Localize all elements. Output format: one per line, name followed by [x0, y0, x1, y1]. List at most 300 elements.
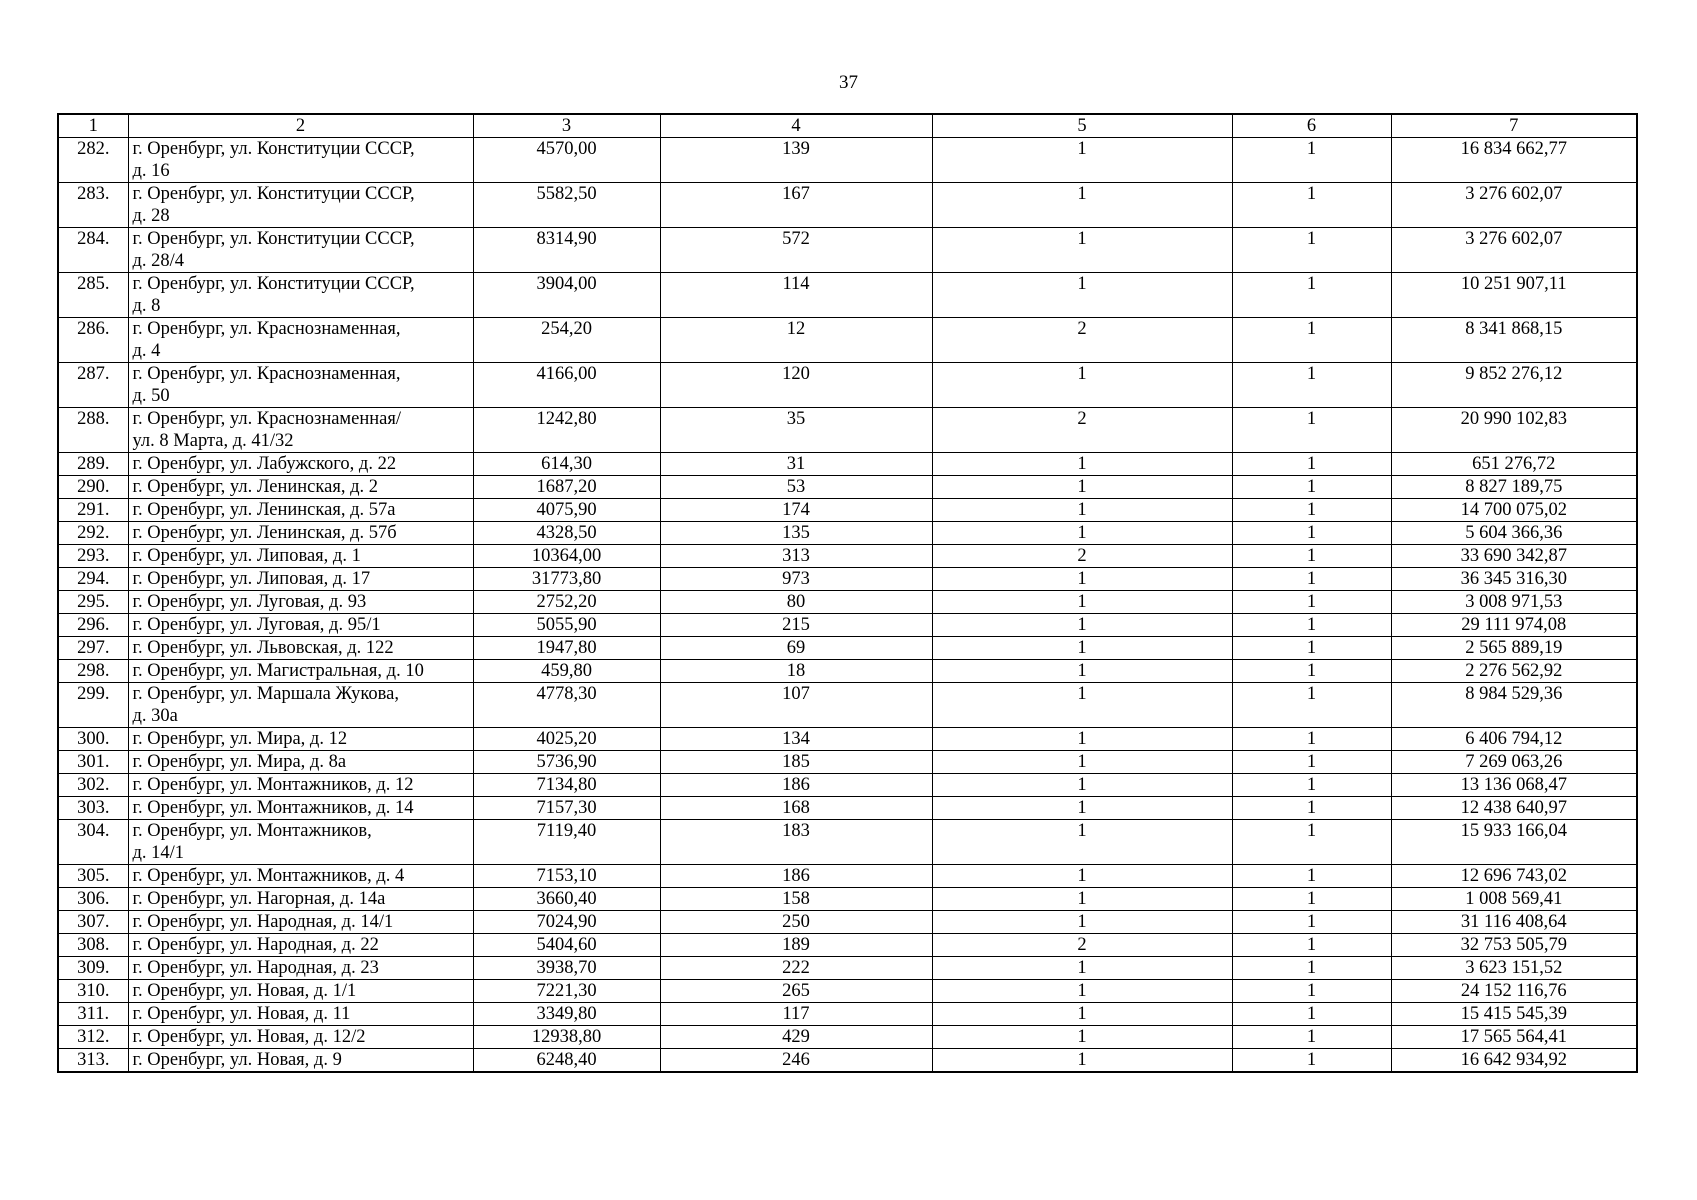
- cell-col-6: 1: [1232, 228, 1391, 273]
- address-line: г. Оренбург, ул. Конституции СССР,: [132, 139, 415, 159]
- address-cell: [128, 138, 473, 183]
- cell-col-3: 5055,90: [473, 614, 660, 637]
- cell-col-3: 4166,00: [473, 363, 660, 408]
- address-cell: [128, 1049, 473, 1073]
- column-header-3: 3: [473, 114, 660, 138]
- address-line: г. Оренбург, ул. Народная, д. 14/1: [132, 912, 394, 932]
- address-line: г. Оренбург, ул. Новая, д. 9: [132, 1050, 342, 1070]
- cell-col-5: 1: [932, 522, 1232, 545]
- address-line: ул. 8 Марта, д. 41/32: [132, 431, 294, 451]
- cell-col-6: 1: [1232, 138, 1391, 183]
- address-line: г. Оренбург, ул. Ленинская, д. 57б: [132, 523, 397, 543]
- cell-col-7: 33 690 342,87: [1391, 545, 1637, 568]
- cell-col-3: 3904,00: [473, 273, 660, 318]
- cell-col-4: 114: [660, 273, 932, 318]
- cell-col-4: 135: [660, 522, 932, 545]
- cell-col-7: 3 623 151,52: [1391, 957, 1637, 980]
- cell-col-6: 1: [1232, 183, 1391, 228]
- row-number: 283.: [58, 183, 128, 228]
- address-line: г. Оренбург, ул. Монтажников,: [132, 821, 372, 841]
- row-number: 312.: [58, 1026, 128, 1049]
- address-line: г. Оренбург, ул. Новая, д. 1/1: [132, 981, 357, 1001]
- cell-col-3: 4778,30: [473, 683, 660, 728]
- cell-col-3: 7221,30: [473, 980, 660, 1003]
- table-row: [58, 1049, 1637, 1073]
- column-header-1: 1: [58, 114, 128, 138]
- cell-col-5: 1: [932, 273, 1232, 318]
- cell-col-7: 3 276 602,07: [1391, 228, 1637, 273]
- address-cell: [128, 865, 473, 888]
- cell-col-3: 5404,60: [473, 934, 660, 957]
- cell-col-5: 1: [932, 660, 1232, 683]
- cell-col-7: 3 276 602,07: [1391, 183, 1637, 228]
- cell-col-7: 36 345 316,30: [1391, 568, 1637, 591]
- address-line: г. Оренбург, ул. Луговая, д. 93: [132, 592, 367, 612]
- table-row: [58, 797, 1637, 820]
- address-cell: [128, 499, 473, 522]
- cell-col-4: 31: [660, 453, 932, 476]
- address-cell: [128, 318, 473, 363]
- cell-col-4: 18: [660, 660, 932, 683]
- row-number: 290.: [58, 476, 128, 499]
- cell-col-3: 5582,50: [473, 183, 660, 228]
- address-cell: [128, 591, 473, 614]
- cell-col-7: 17 565 564,41: [1391, 1026, 1637, 1049]
- cell-col-4: 80: [660, 591, 932, 614]
- cell-col-4: 174: [660, 499, 932, 522]
- cell-col-7: 3 008 971,53: [1391, 591, 1637, 614]
- cell-col-4: 222: [660, 957, 932, 980]
- table-row: [58, 774, 1637, 797]
- cell-col-6: 1: [1232, 476, 1391, 499]
- cell-col-7: 7 269 063,26: [1391, 751, 1637, 774]
- cell-col-4: 69: [660, 637, 932, 660]
- cell-col-6: 1: [1232, 797, 1391, 820]
- table-row: [58, 545, 1637, 568]
- cell-col-3: 4075,90: [473, 499, 660, 522]
- cell-col-3: 7024,90: [473, 911, 660, 934]
- row-number: 296.: [58, 614, 128, 637]
- cell-col-3: 1947,80: [473, 637, 660, 660]
- cell-col-5: 1: [932, 363, 1232, 408]
- cell-col-6: 1: [1232, 774, 1391, 797]
- address-cell: [128, 820, 473, 865]
- row-number: 310.: [58, 980, 128, 1003]
- table-row: [58, 614, 1637, 637]
- address-cell: [128, 797, 473, 820]
- column-header-2: 2: [128, 114, 473, 138]
- cell-col-7: 12 438 640,97: [1391, 797, 1637, 820]
- cell-col-5: 1: [932, 1049, 1232, 1073]
- cell-col-3: 7157,30: [473, 797, 660, 820]
- cell-col-3: 5736,90: [473, 751, 660, 774]
- cell-col-6: 1: [1232, 499, 1391, 522]
- cell-col-7: 12 696 743,02: [1391, 865, 1637, 888]
- cell-col-6: 1: [1232, 318, 1391, 363]
- address-line: г. Оренбург, ул. Липовая, д. 17: [132, 569, 371, 589]
- row-number: 288.: [58, 408, 128, 453]
- cell-col-4: 158: [660, 888, 932, 911]
- table-row: [58, 318, 1637, 363]
- table-row: [58, 660, 1637, 683]
- table-row: [58, 363, 1637, 408]
- cell-col-7: 16 642 934,92: [1391, 1049, 1637, 1073]
- address-cell: [128, 957, 473, 980]
- cell-col-5: 1: [932, 774, 1232, 797]
- cell-col-7: 2 276 562,92: [1391, 660, 1637, 683]
- cell-col-7: 8 984 529,36: [1391, 683, 1637, 728]
- cell-col-6: 1: [1232, 980, 1391, 1003]
- cell-col-4: 134: [660, 728, 932, 751]
- address-line: д. 28: [132, 206, 170, 226]
- cell-col-7: 32 753 505,79: [1391, 934, 1637, 957]
- row-number: 313.: [58, 1049, 128, 1073]
- row-number: 286.: [58, 318, 128, 363]
- address-line: г. Оренбург, ул. Липовая, д. 1: [132, 546, 361, 566]
- address-line: г. Оренбург, ул. Магистральная, д. 10: [132, 661, 424, 681]
- row-number: 292.: [58, 522, 128, 545]
- row-number: 285.: [58, 273, 128, 318]
- address-cell: [128, 728, 473, 751]
- row-number: 298.: [58, 660, 128, 683]
- address-line: г. Оренбург, ул. Новая, д. 12/2: [132, 1027, 366, 1047]
- address-line: г. Оренбург, ул. Ленинская, д. 2: [132, 477, 378, 497]
- address-line: д. 4: [132, 341, 161, 361]
- cell-col-7: 13 136 068,47: [1391, 774, 1637, 797]
- address-line: г. Оренбург, ул. Народная, д. 22: [132, 935, 379, 955]
- address-cell: [128, 934, 473, 957]
- cell-col-6: 1: [1232, 660, 1391, 683]
- table-row: [58, 980, 1637, 1003]
- cell-col-5: 1: [932, 476, 1232, 499]
- cell-col-6: 1: [1232, 568, 1391, 591]
- cell-col-6: 1: [1232, 408, 1391, 453]
- table-row: [58, 820, 1637, 865]
- cell-col-5: 2: [932, 934, 1232, 957]
- cell-col-7: 15 933 166,04: [1391, 820, 1637, 865]
- table-row: [58, 453, 1637, 476]
- cell-col-3: 4570,00: [473, 138, 660, 183]
- row-number: 304.: [58, 820, 128, 865]
- cell-col-4: 120: [660, 363, 932, 408]
- row-number: 282.: [58, 138, 128, 183]
- table-body: [58, 138, 1637, 1073]
- address-line: г. Оренбург, ул. Монтажников, д. 14: [132, 798, 414, 818]
- row-number: 287.: [58, 363, 128, 408]
- cell-col-3: 3938,70: [473, 957, 660, 980]
- table-row: [58, 1003, 1637, 1026]
- cell-col-3: 7153,10: [473, 865, 660, 888]
- cell-col-4: 973: [660, 568, 932, 591]
- registry-table: [57, 113, 1638, 1073]
- cell-col-3: 12938,80: [473, 1026, 660, 1049]
- column-header-6: 6: [1232, 114, 1391, 138]
- cell-col-5: 2: [932, 408, 1232, 453]
- address-cell: [128, 683, 473, 728]
- cell-col-3: 1687,20: [473, 476, 660, 499]
- address-line: г. Оренбург, ул. Народная, д. 23: [132, 958, 379, 978]
- cell-col-7: 9 852 276,12: [1391, 363, 1637, 408]
- address-line: г. Оренбург, ул. Краснознаменная,: [132, 319, 401, 339]
- cell-col-4: 183: [660, 820, 932, 865]
- address-cell: [128, 183, 473, 228]
- address-cell: [128, 273, 473, 318]
- cell-col-6: 1: [1232, 1003, 1391, 1026]
- cell-col-6: 1: [1232, 888, 1391, 911]
- cell-col-5: 1: [932, 138, 1232, 183]
- address-cell: [128, 980, 473, 1003]
- table-row: [58, 591, 1637, 614]
- cell-col-5: 1: [932, 228, 1232, 273]
- address-line: г. Оренбург, ул. Монтажников, д. 4: [132, 866, 405, 886]
- cell-col-6: 1: [1232, 591, 1391, 614]
- row-number: 305.: [58, 865, 128, 888]
- cell-col-4: 139: [660, 138, 932, 183]
- cell-col-5: 1: [932, 683, 1232, 728]
- row-number: 308.: [58, 934, 128, 957]
- table-row: [58, 637, 1637, 660]
- cell-col-4: 168: [660, 797, 932, 820]
- address-line: г. Оренбург, ул. Краснознаменная,: [132, 364, 401, 384]
- cell-col-6: 1: [1232, 934, 1391, 957]
- cell-col-7: 651 276,72: [1391, 453, 1637, 476]
- cell-col-4: 35: [660, 408, 932, 453]
- table-row: [58, 522, 1637, 545]
- column-header-4: 4: [660, 114, 932, 138]
- table-row: [58, 568, 1637, 591]
- address-cell: [128, 911, 473, 934]
- cell-col-6: 1: [1232, 363, 1391, 408]
- cell-col-4: 53: [660, 476, 932, 499]
- table-row: [58, 183, 1637, 228]
- row-number: 294.: [58, 568, 128, 591]
- address-cell: [128, 751, 473, 774]
- address-line: д. 50: [132, 386, 170, 406]
- cell-col-4: 572: [660, 228, 932, 273]
- cell-col-3: 254,20: [473, 318, 660, 363]
- address-cell: [128, 453, 473, 476]
- table-row: [58, 751, 1637, 774]
- cell-col-5: 1: [932, 980, 1232, 1003]
- cell-col-3: 1242,80: [473, 408, 660, 453]
- address-line: г. Оренбург, ул. Нагорная, д. 14а: [132, 889, 386, 909]
- row-number: 297.: [58, 637, 128, 660]
- address-cell: [128, 476, 473, 499]
- cell-col-3: 7134,80: [473, 774, 660, 797]
- cell-col-4: 250: [660, 911, 932, 934]
- cell-col-7: 10 251 907,11: [1391, 273, 1637, 318]
- cell-col-3: 3349,80: [473, 1003, 660, 1026]
- address-line: г. Оренбург, ул. Конституции СССР,: [132, 229, 415, 249]
- cell-col-4: 167: [660, 183, 932, 228]
- address-line: г. Оренбург, ул. Луговая, д. 95/1: [132, 615, 381, 635]
- cell-col-6: 1: [1232, 865, 1391, 888]
- cell-col-5: 1: [932, 911, 1232, 934]
- cell-col-5: 1: [932, 957, 1232, 980]
- table-row: [58, 888, 1637, 911]
- address-line: г. Оренбург, ул. Львовская, д. 122: [132, 638, 394, 658]
- column-header-5: 5: [932, 114, 1232, 138]
- cell-col-7: 6 406 794,12: [1391, 728, 1637, 751]
- address-line: г. Оренбург, ул. Маршала Жукова,: [132, 684, 399, 704]
- address-cell: [128, 774, 473, 797]
- cell-col-6: 1: [1232, 683, 1391, 728]
- cell-col-6: 1: [1232, 545, 1391, 568]
- cell-col-4: 246: [660, 1049, 932, 1073]
- row-number: 302.: [58, 774, 128, 797]
- cell-col-6: 1: [1232, 728, 1391, 751]
- cell-col-5: 1: [932, 614, 1232, 637]
- table-row: [58, 228, 1637, 273]
- address-cell: [128, 1003, 473, 1026]
- cell-col-6: 1: [1232, 1049, 1391, 1073]
- cell-col-3: 459,80: [473, 660, 660, 683]
- table-row: [58, 273, 1637, 318]
- cell-col-6: 1: [1232, 820, 1391, 865]
- address-line: д. 30а: [132, 706, 178, 726]
- address-line: г. Оренбург, ул. Мира, д. 12: [132, 729, 348, 749]
- address-line: г. Оренбург, ул. Краснознаменная/: [132, 409, 402, 429]
- table-row: [58, 911, 1637, 934]
- cell-col-4: 107: [660, 683, 932, 728]
- address-cell: [128, 637, 473, 660]
- address-line: г. Оренбург, ул. Конституции СССР,: [132, 184, 415, 204]
- row-number: 306.: [58, 888, 128, 911]
- row-number: 289.: [58, 453, 128, 476]
- address-cell: [128, 363, 473, 408]
- row-number: 300.: [58, 728, 128, 751]
- address-cell: [128, 522, 473, 545]
- address-line: д. 16: [132, 161, 170, 181]
- cell-col-5: 1: [932, 865, 1232, 888]
- address-line: д. 8: [132, 296, 161, 316]
- cell-col-7: 16 834 662,77: [1391, 138, 1637, 183]
- address-cell: [128, 568, 473, 591]
- cell-col-5: 1: [932, 637, 1232, 660]
- table-row: [58, 728, 1637, 751]
- page-number: 37: [839, 72, 858, 93]
- row-number: 303.: [58, 797, 128, 820]
- table-row: [58, 934, 1637, 957]
- cell-col-7: 2 565 889,19: [1391, 637, 1637, 660]
- table-row: [58, 1026, 1637, 1049]
- address-cell: [128, 228, 473, 273]
- row-number: 309.: [58, 957, 128, 980]
- address-line: г. Оренбург, ул. Лабужского, д. 22: [132, 454, 397, 474]
- address-line: г. Оренбург, ул. Мира, д. 8а: [132, 752, 347, 772]
- cell-col-4: 186: [660, 774, 932, 797]
- cell-col-6: 1: [1232, 273, 1391, 318]
- cell-col-6: 1: [1232, 751, 1391, 774]
- address-cell: [128, 408, 473, 453]
- cell-col-6: 1: [1232, 614, 1391, 637]
- table-row: [58, 499, 1637, 522]
- cell-col-5: 1: [932, 797, 1232, 820]
- cell-col-5: 1: [932, 568, 1232, 591]
- address-line: г. Оренбург, ул. Конституции СССР,: [132, 274, 415, 294]
- address-cell: [128, 545, 473, 568]
- address-line: д. 28/4: [132, 251, 185, 271]
- cell-col-5: 1: [932, 728, 1232, 751]
- cell-col-5: 1: [932, 751, 1232, 774]
- cell-col-7: 1 008 569,41: [1391, 888, 1637, 911]
- cell-col-3: 7119,40: [473, 820, 660, 865]
- address-line: г. Оренбург, ул. Новая, д. 11: [132, 1004, 351, 1024]
- cell-col-3: 3660,40: [473, 888, 660, 911]
- table-row: [58, 138, 1637, 183]
- cell-col-7: 5 604 366,36: [1391, 522, 1637, 545]
- cell-col-3: 2752,20: [473, 591, 660, 614]
- cell-col-7: 24 152 116,76: [1391, 980, 1637, 1003]
- table-row: [58, 408, 1637, 453]
- cell-col-4: 429: [660, 1026, 932, 1049]
- cell-col-7: 8 341 868,15: [1391, 318, 1637, 363]
- table-row: [58, 683, 1637, 728]
- cell-col-6: 1: [1232, 637, 1391, 660]
- cell-col-7: 8 827 189,75: [1391, 476, 1637, 499]
- cell-col-5: 1: [932, 1026, 1232, 1049]
- address-cell: [128, 888, 473, 911]
- table-row: [58, 865, 1637, 888]
- cell-col-5: 1: [932, 453, 1232, 476]
- cell-col-5: 1: [932, 183, 1232, 228]
- cell-col-4: 186: [660, 865, 932, 888]
- cell-col-5: 2: [932, 545, 1232, 568]
- row-number: 291.: [58, 499, 128, 522]
- cell-col-4: 185: [660, 751, 932, 774]
- row-number: 284.: [58, 228, 128, 273]
- row-number: 293.: [58, 545, 128, 568]
- cell-col-4: 313: [660, 545, 932, 568]
- column-header-7: 7: [1391, 114, 1637, 138]
- cell-col-5: 2: [932, 318, 1232, 363]
- cell-col-3: 8314,90: [473, 228, 660, 273]
- address-cell: [128, 1026, 473, 1049]
- row-number: 301.: [58, 751, 128, 774]
- cell-col-3: 4328,50: [473, 522, 660, 545]
- header-row: [58, 114, 1637, 138]
- cell-col-5: 1: [932, 1003, 1232, 1026]
- cell-col-4: 189: [660, 934, 932, 957]
- cell-col-7: 15 415 545,39: [1391, 1003, 1637, 1026]
- cell-col-6: 1: [1232, 1026, 1391, 1049]
- address-line: д. 14/1: [132, 843, 185, 863]
- row-number: 311.: [58, 1003, 128, 1026]
- cell-col-5: 1: [932, 820, 1232, 865]
- cell-col-3: 4025,20: [473, 728, 660, 751]
- address-cell: [128, 614, 473, 637]
- cell-col-3: 10364,00: [473, 545, 660, 568]
- cell-col-6: 1: [1232, 453, 1391, 476]
- address-cell: [128, 660, 473, 683]
- cell-col-7: 31 116 408,64: [1391, 911, 1637, 934]
- row-number: 295.: [58, 591, 128, 614]
- table-row: [58, 476, 1637, 499]
- cell-col-6: 1: [1232, 911, 1391, 934]
- address-line: г. Оренбург, ул. Ленинская, д. 57а: [132, 500, 396, 520]
- cell-col-6: 1: [1232, 957, 1391, 980]
- cell-col-7: 29 111 974,08: [1391, 614, 1637, 637]
- cell-col-3: 31773,80: [473, 568, 660, 591]
- address-line: г. Оренбург, ул. Монтажников, д. 12: [132, 775, 414, 795]
- cell-col-6: 1: [1232, 522, 1391, 545]
- cell-col-7: 14 700 075,02: [1391, 499, 1637, 522]
- cell-col-4: 215: [660, 614, 932, 637]
- row-number: 299.: [58, 683, 128, 728]
- table-row: [58, 957, 1637, 980]
- cell-col-3: 6248,40: [473, 1049, 660, 1073]
- row-number: 307.: [58, 911, 128, 934]
